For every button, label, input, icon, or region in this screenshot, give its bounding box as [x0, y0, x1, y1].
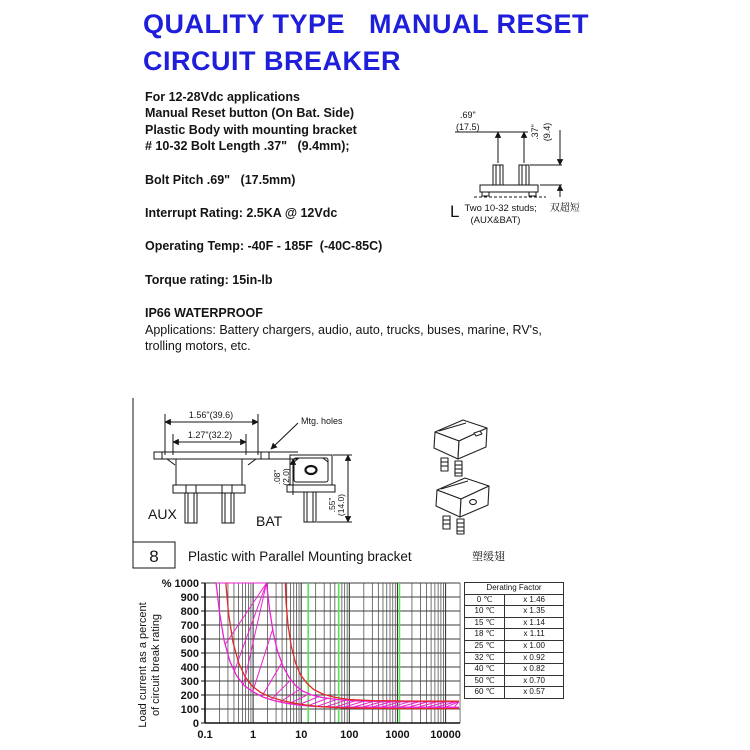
y-tick-label: % 1000: [161, 578, 199, 590]
derating-cell: x 0.92: [505, 652, 564, 664]
trip-curve-chart: [132, 570, 472, 750]
derating-row: [465, 606, 564, 618]
stud-left: [493, 165, 503, 185]
pitch-inch-label: .69": [460, 110, 476, 120]
spec-line: Interrupt Rating: 2.5KA @ 12Vdc: [145, 206, 338, 221]
spec-line: # 10-32 Bolt Length .37" (9.4mm);: [145, 139, 350, 154]
derating-table-header: Derating Factor: [465, 583, 564, 595]
spec-line: Applications: Battery chargers, audio, auto, trucks, buses, marine, RV's,: [145, 322, 542, 337]
mounting-flange: [154, 452, 269, 459]
derating-cell: x 1.35: [505, 606, 564, 618]
spec-line: Plastic Body with mounting bracket: [145, 122, 357, 137]
derating-cell: x 1.11: [505, 629, 564, 641]
bat-label: BAT: [256, 513, 283, 529]
derating-cell: x 0.82: [505, 664, 564, 676]
title-line-2: CIRCUIT BREAKER: [143, 46, 402, 76]
breaker-base-front: [173, 485, 245, 493]
stud-dim-mm-label: (14.0): [336, 493, 346, 517]
corner-mark: L: [450, 202, 460, 221]
aux-stud: [185, 493, 197, 523]
derating-cell: 32 ℃: [465, 652, 505, 664]
derating-row: [465, 629, 564, 641]
derating-cell: x 0.70: [505, 675, 564, 687]
x-tick-label: 1000: [385, 729, 410, 741]
row-caption-cjk: 塑缓翅: [472, 551, 505, 563]
derating-cell: 40 ℃: [465, 664, 505, 676]
derating-row: [465, 664, 564, 676]
stud-right: [519, 165, 529, 185]
spec-line: IP66 WATERPROOF: [145, 306, 263, 321]
spec-line: Torque rating: 15in-lb: [145, 272, 273, 287]
y-tick-label: 200: [180, 690, 199, 702]
x-tick-label: 0.1: [197, 729, 213, 741]
spec-line: Operating Temp: -40F - 185F (-40C-85C): [145, 239, 383, 254]
flange-dim-mm-label: (2.0): [281, 468, 291, 486]
derating-table-body: [465, 594, 564, 698]
derating-table: [464, 582, 564, 699]
y-tick-label: 700: [180, 620, 199, 632]
stud-caption-cjk: 双超短: [549, 203, 580, 214]
trip-band-upper-magenta: [267, 583, 460, 702]
derating-row: [465, 675, 564, 687]
derating-cell: 25 ℃: [465, 640, 505, 652]
stud-dimension-diagram: [448, 102, 618, 202]
derating-row: [465, 594, 564, 606]
outline-drawing: [130, 395, 630, 570]
y-tick-label: 300: [180, 676, 199, 688]
y-axis-title-line-2: of circuit break rating: [150, 613, 162, 717]
stud-length-inch-label: .37": [530, 124, 540, 140]
stud-dim-inch-label: .55": [327, 497, 337, 513]
mtg-holes-leader: [271, 423, 298, 449]
breaker-body-front: [176, 459, 242, 485]
y-axis-title-line-1: Load current as a percent: [137, 602, 149, 728]
derating-cell: 15 ℃: [465, 617, 505, 629]
derating-cell: 0 ℃: [465, 594, 505, 606]
bat-stud: [222, 493, 234, 523]
isometric-breaker-1: [434, 420, 487, 476]
page-title: [143, 6, 589, 80]
derating-cell: 18 ℃: [465, 629, 505, 641]
derating-cell: 60 ℃: [465, 687, 505, 699]
band-hatch: [216, 583, 459, 707]
spec-line: Bolt Pitch .69" (17.5mm): [145, 172, 296, 187]
derating-cell: x 1.46: [505, 594, 564, 606]
spec-line: trolling motors, etc.: [145, 339, 251, 354]
trip-envelope-lower-red: [226, 583, 459, 709]
derating-row: [465, 687, 564, 699]
row-caption: Plastic with Parallel Mounting bracket: [188, 549, 412, 564]
stud-caption-text: Two 10-32 studs;: [464, 203, 537, 214]
mtg-holes-label: Mtg. holes: [301, 416, 343, 426]
stud-caption-line2: (AUX&BAT): [470, 214, 521, 226]
reset-button-side: [306, 466, 317, 474]
aux-label: AUX: [148, 506, 177, 522]
y-tick-label: 900: [180, 592, 199, 604]
derating-cell: x 1.14: [505, 617, 564, 629]
inner-dim-label: 1.27"(32.2): [187, 430, 233, 440]
y-tick-label: 500: [180, 648, 199, 660]
spec-line: For 12-28Vdc applications: [145, 90, 300, 104]
y-tick-label: 600: [180, 634, 199, 646]
derating-row: [465, 617, 564, 629]
y-tick-label: 0: [192, 718, 199, 730]
derating-row: [465, 640, 564, 652]
breaker-base-side: [287, 485, 335, 492]
derating-cell: x 1.00: [505, 640, 564, 652]
stud-length-mm-label: (9.4): [542, 122, 552, 142]
x-tick-label: 1: [250, 729, 257, 741]
item-number: 8: [149, 547, 159, 566]
side-stud: [304, 492, 316, 522]
title-line-1: QUALITY TYPE MANUAL RESET: [143, 9, 590, 39]
y-tick-label: 400: [180, 662, 199, 674]
pitch-mm-label: (17.5): [456, 122, 480, 132]
derating-cell: 50 ℃: [465, 675, 505, 687]
spec-line: Manual Reset button (On Bat. Side): [145, 106, 355, 121]
flange-dim-inch-label: .08": [272, 469, 282, 485]
y-tick-label: 100: [180, 704, 199, 716]
derating-cell: x 0.57: [505, 687, 564, 699]
derating-cell: 10 ℃: [465, 606, 505, 618]
x-tick-label: 10: [295, 729, 308, 741]
outer-dim-label: 1.56"(39.6): [188, 410, 234, 420]
x-tick-label: 100: [340, 729, 359, 741]
stud-diagram-caption: [450, 203, 580, 226]
isometric-breaker-2: [436, 478, 489, 534]
x-tick-label: 10000: [430, 729, 461, 741]
derating-row: [465, 652, 564, 664]
y-tick-label: 800: [180, 606, 199, 618]
bracket-base: [480, 185, 538, 192]
